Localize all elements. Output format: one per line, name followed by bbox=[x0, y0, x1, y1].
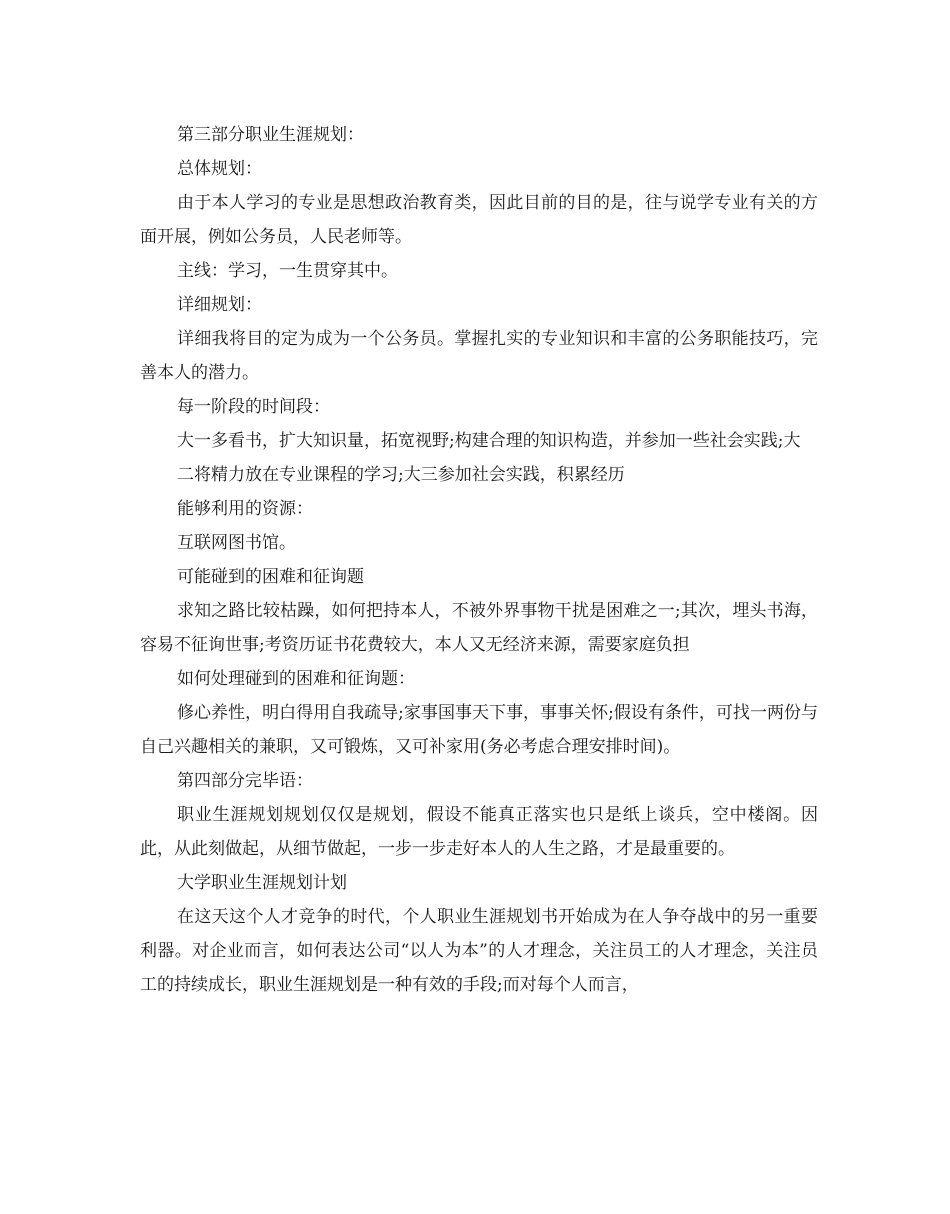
paragraph-difficulties: 求知之路比较枯躁，如何把持本人，不被外界事物干扰是困难之一;其次，埋头书海，容易不征询世事;考资历证书花费较大，本人又无经济来源，需要家庭负担 bbox=[140, 601, 818, 655]
paragraph-intro-career-plan: 在这天这个人才竞争的时代，个人职业生涯规划书开始成为在人争夺战中的另一重要利器。对企业而言，如何表达公司“以人为本”的人才理念，关注员工的人才理念，关注员工的持续成长，职业生涯规划是一种有效的手段;而对每个人而言， bbox=[140, 907, 818, 995]
section-heading-part4: 第四部分完毕语： bbox=[177, 771, 313, 791]
subheading-resources: 能够利用的资源： bbox=[177, 499, 313, 519]
subheading-difficulties: 可能碰到的困难和征询题 bbox=[177, 567, 364, 587]
title-university-career-plan: 大学职业生涯规划计划 bbox=[177, 873, 347, 893]
document-body bbox=[140, 118, 818, 1002]
paragraph-stage-sophomore: 二将精力放在专业课程的学习;大三参加社会实践，积累经历 bbox=[177, 465, 625, 485]
paragraph-overall-plan: 由于本人学习的专业是思想政治教育类，因此目前的目的是，往与说学专业有关的方面开展，例如公务员，人民老师等。 bbox=[140, 193, 818, 247]
subheading-solutions: 如何处理碰到的困难和征询题： bbox=[177, 669, 415, 689]
subheading-stages: 每一阶段的时间段： bbox=[177, 397, 330, 417]
paragraph-solutions: 修心养性，明白得用自我疏导;家事国事天下事，事事关怀;假设有条件，可找一两份与自己兴趣相关的兼职，又可锻炼，又可补家用(务必考虑合理安排时间)。 bbox=[140, 703, 818, 757]
paragraph-resources: 互联网图书馆。 bbox=[177, 533, 296, 553]
subheading-detailed-plan: 详细规划： bbox=[177, 295, 262, 315]
paragraph-stage-freshman: 大一多看书，扩大知识量，拓宽视野;构建合理的知识构造，并参加一些社会实践;大 bbox=[177, 431, 801, 451]
section-heading-part3: 第三部分职业生涯规划： bbox=[177, 125, 364, 145]
subheading-overall-plan: 总体规划： bbox=[177, 159, 262, 179]
paragraph-conclusion: 职业生涯规划规划仅仅是规划，假设不能真正落实也只是纸上谈兵，空中楼阁。因此，从此刻做起，从细节做起，一步一步走好本人的人生之路，才是最重要的。 bbox=[140, 805, 818, 859]
paragraph-detailed-plan: 详细我将目的定为成为一个公务员。掌握扎实的专业知识和丰富的公务职能技巧，完善本人的潜力。 bbox=[140, 329, 818, 383]
paragraph-main-line: 主线：学习，一生贯穿其中。 bbox=[177, 261, 398, 281]
